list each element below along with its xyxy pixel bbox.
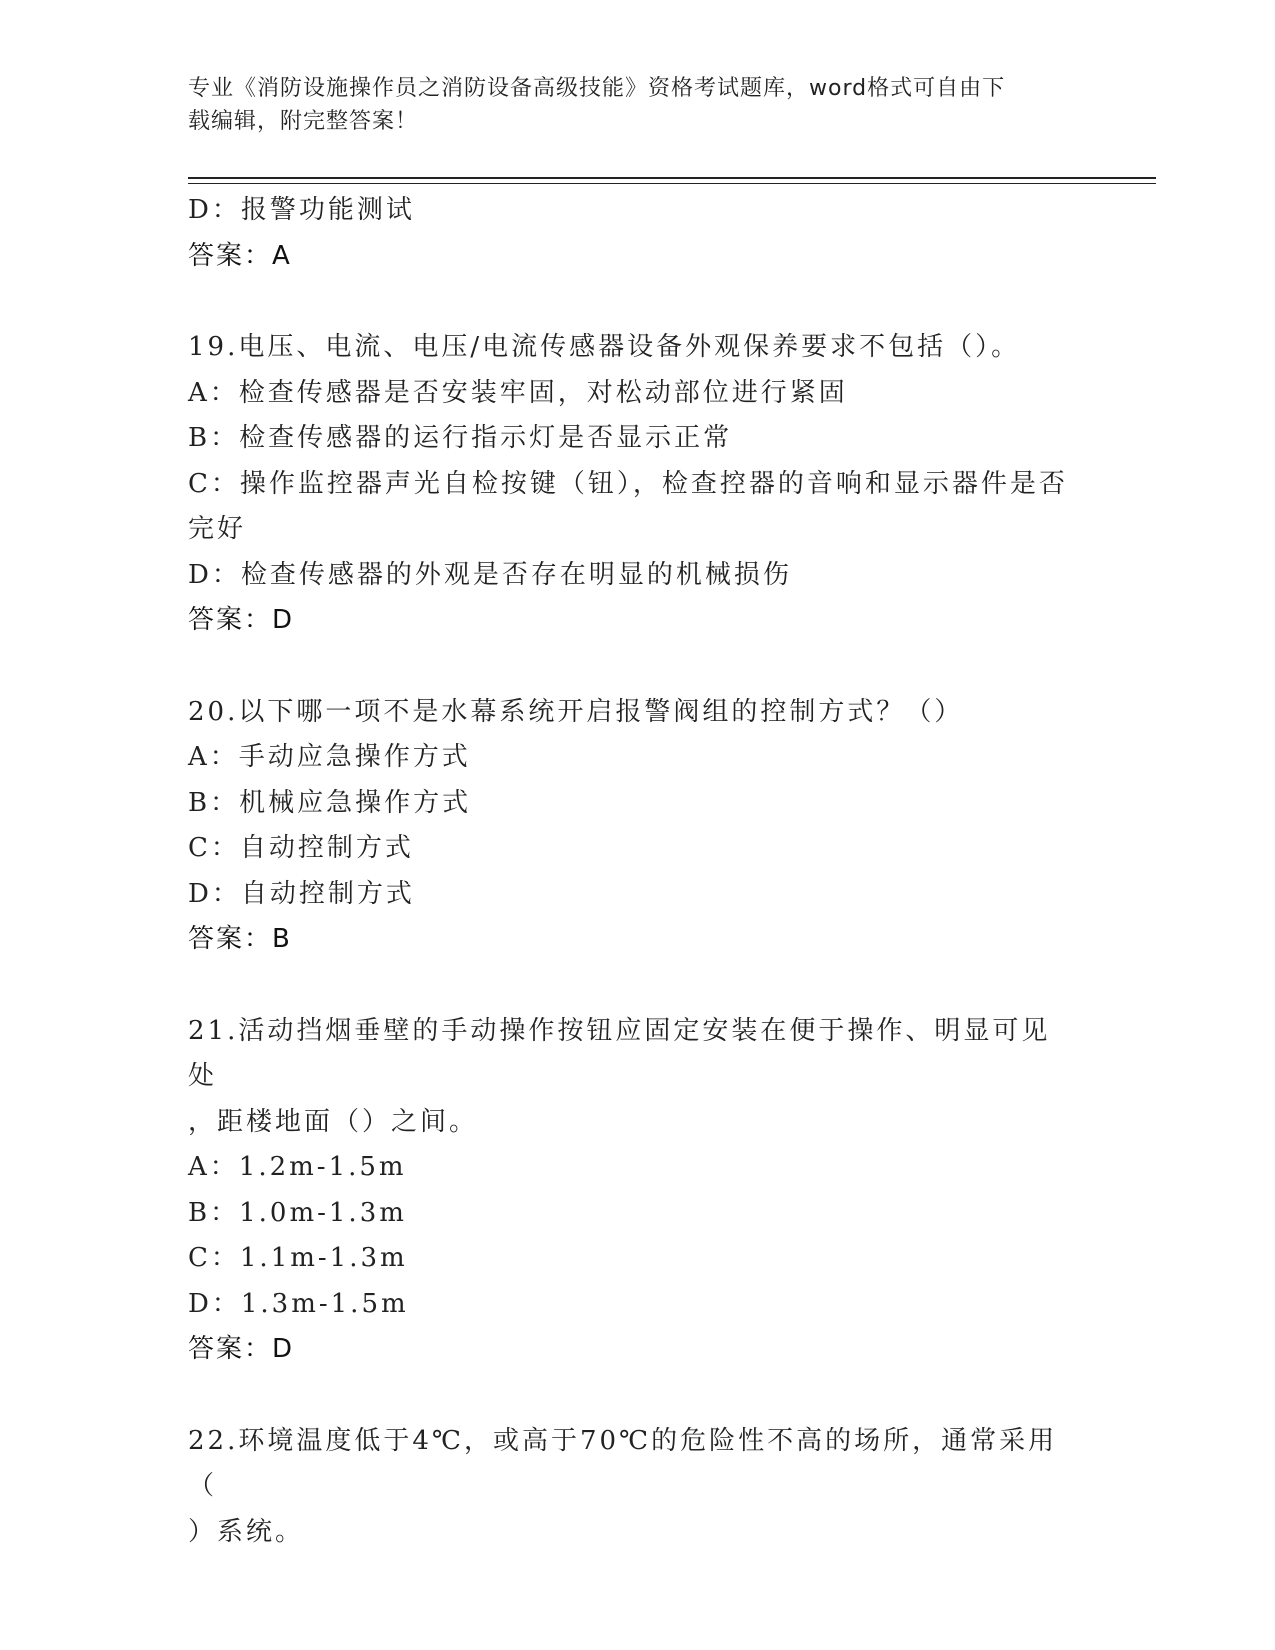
option-line: A：手动应急操作方式	[188, 742, 471, 772]
option-line: B：1.0m-1.3m	[188, 1197, 407, 1228]
option-line: D：1.3m-1.5m	[188, 1288, 409, 1319]
option-line: 完好	[188, 514, 247, 544]
question-block	[188, 1419, 1078, 1556]
document-body	[188, 188, 1078, 1555]
question-block	[188, 1009, 1078, 1373]
option-line: B：机械应急操作方式	[188, 787, 472, 818]
question-block	[188, 325, 1078, 644]
option-line: C：自动控制方式	[188, 833, 414, 863]
question-list	[188, 325, 1078, 1555]
document-header	[188, 72, 1068, 138]
question-text: 21.活动挡烟垂壁的手动操作按钮应固定安装在便于操作、明显可见处	[188, 1015, 1051, 1091]
header-line: 专业《消防设施操作员之消防设备高级技能》资格考试题库，word格式可自由下	[188, 76, 1006, 101]
answer: 答案：A	[188, 240, 292, 271]
header-line: 载编辑，附完整答案！	[188, 109, 419, 134]
option-line: A：检查传感器是否安装牢固，对松动部位进行紧固	[188, 377, 848, 408]
option-line: D：检查传感器的外观是否存在明显的机械损伤	[188, 559, 792, 590]
answer: 答案：B	[188, 924, 292, 954]
option-line: C：1.1m-1.3m	[188, 1243, 408, 1273]
question-text: 22.环境温度低于4℃，或高于70℃的危险性不高的场所，通常采用（	[188, 1425, 1058, 1501]
option-d: D：报警功能测试	[188, 195, 415, 225]
question-18-fragment	[188, 188, 1078, 279]
question-block	[188, 690, 1078, 963]
question-text: ，距楼地面（）之间。	[188, 1106, 479, 1137]
header-divider-thick	[188, 177, 1156, 179]
question-text: 20.以下哪一项不是水幕系统开启报警阀组的控制方式？（）	[188, 696, 964, 727]
answer: 答案：D	[188, 1334, 295, 1364]
option-line: B：检查传感器的运行指示灯是否显示正常	[188, 423, 733, 453]
answer: 答案：D	[188, 605, 295, 635]
question-text: ）系统。	[188, 1516, 305, 1547]
option-line: C：操作监控器声光自检按键（钮），检查控器的音响和显示器件是否	[188, 468, 1068, 499]
question-text: 19.电压、电流、电压/电流传感器设备外观保养要求不包括（）。	[188, 332, 1021, 362]
header-divider-thin	[188, 183, 1156, 184]
option-line: D：自动控制方式	[188, 878, 415, 909]
option-line: A：1.2m-1.5m	[188, 1152, 407, 1182]
